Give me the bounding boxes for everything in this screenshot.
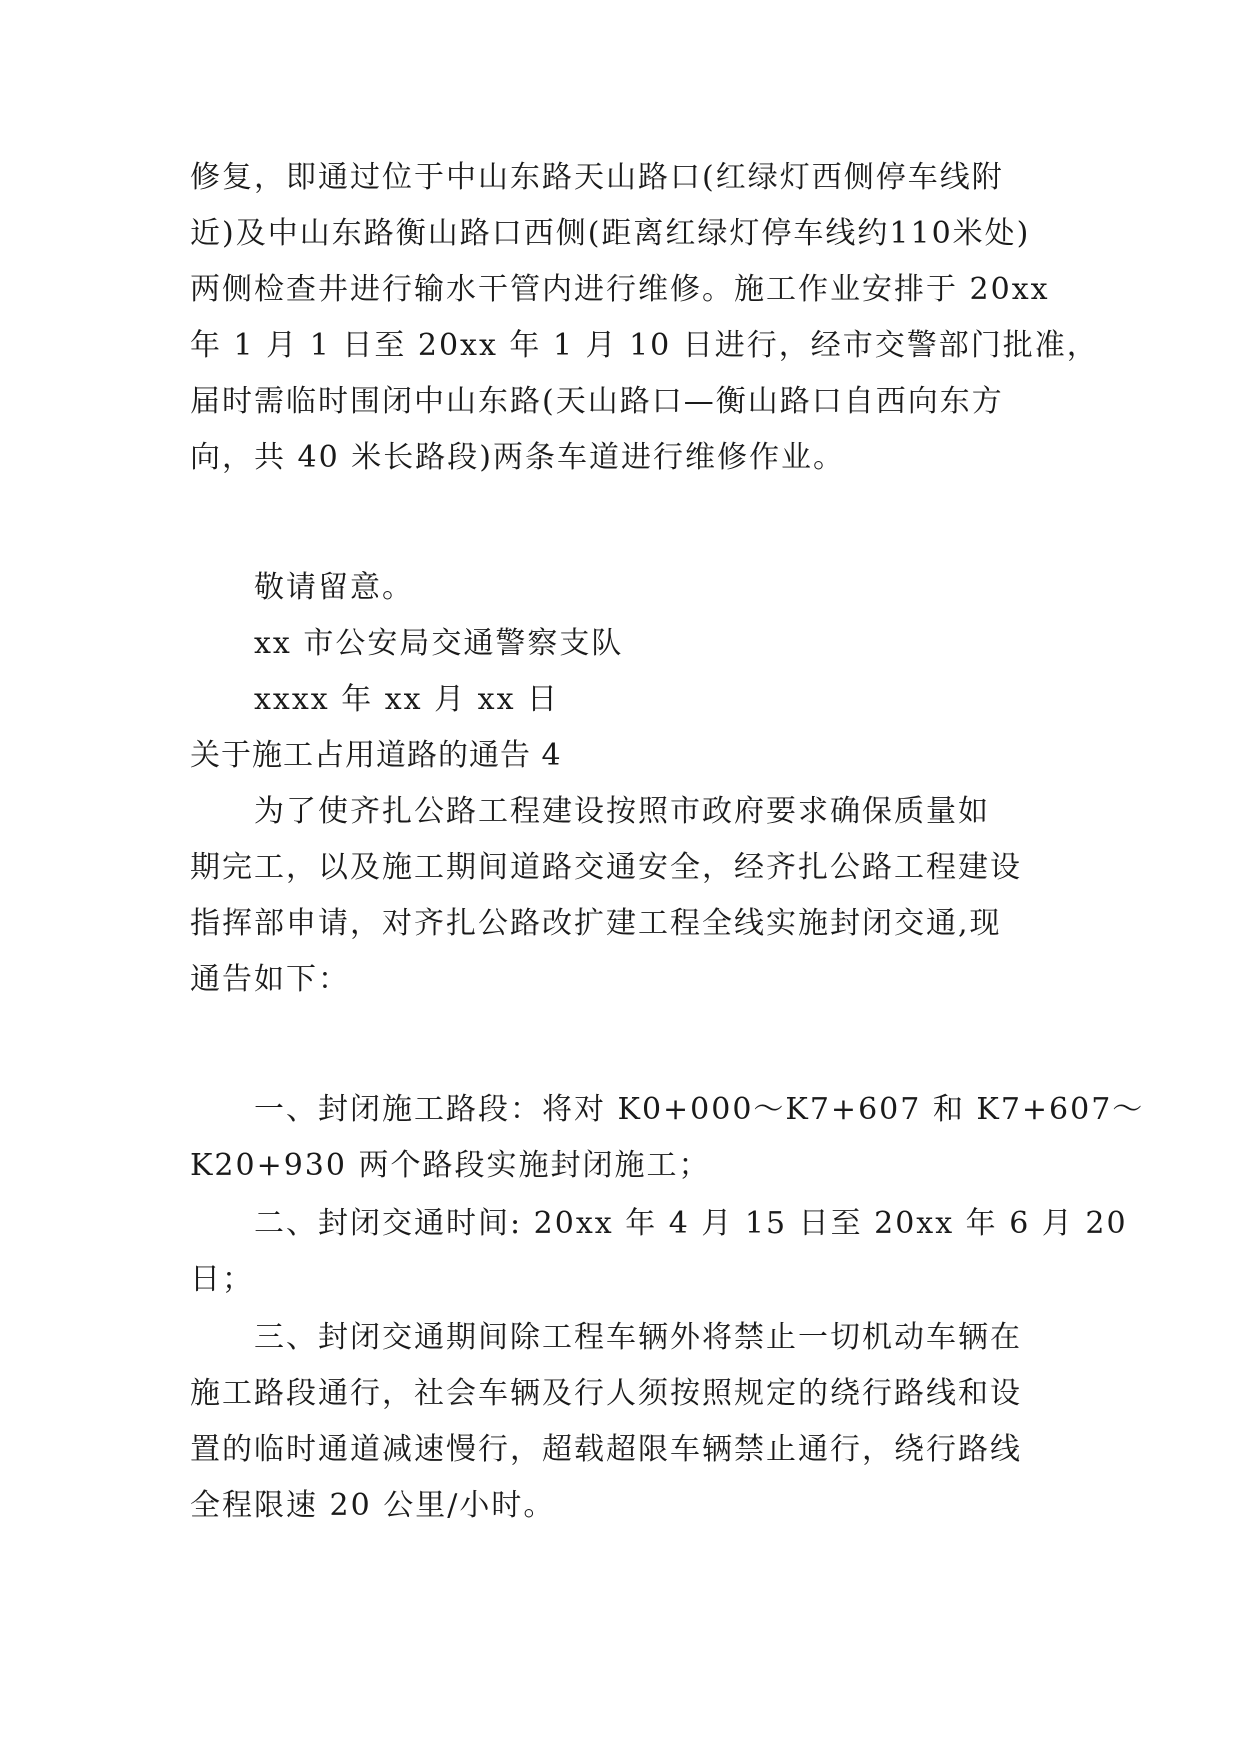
item-line: 三、封闭交通期间除工程车辆外将禁止一切机动车辆在 [254,1320,1022,1355]
item-line: 一、封闭施工路段：将对 K0+000～K7+607 和 K7+607～ [254,1092,1145,1127]
paragraph-line: 近)及中山东路衡山路口西侧(距离红绿灯停车线约110米处) [190,216,1031,251]
notice-title-text: 关于施工占用道路的通告 4 [190,738,562,773]
item-line: 二、封闭交通时间: 20xx 年 4 月 15 日至 20xx 年 6 月 20 [254,1206,1128,1241]
paragraph-line: 两侧检查井进行输水干管内进行维修。施工作业安排于 20xx [190,272,1050,307]
closing-block [190,560,1070,728]
continued-paragraph [190,150,1099,486]
intro-line: 指挥部申请，对齐扎公路改扩建工程全线实施封闭交通,现 [190,906,1002,941]
paragraph-line: 届时需临时围闭中山东路(天山路口—衡山路口自西向东方 [190,384,1004,419]
paragraph-line: 修复，即通过位于中山东路天山路口(红绿灯西侧停车线附 [190,160,1004,195]
intro-line: 期完工，以及施工期间道路交通安全，经齐扎公路工程建设 [190,850,1022,885]
notice-item-2 [190,1196,1128,1308]
item-line: 施工路段通行，社会车辆及行人须按照规定的绕行路线和设 [190,1376,1022,1411]
issuer-name: xx 市公安局交通警察支队 [254,626,624,661]
notice-title [190,728,1070,784]
closing-note: 敬请留意。 [254,570,414,605]
notice-item-3 [190,1310,1070,1534]
item-line: 全程限速 20 公里/小时。 [190,1488,556,1523]
notice-item-1 [190,1082,1145,1194]
paragraph-line: 向，共 40 米长路段)两条车道进行维修作业。 [190,440,845,475]
notice-intro [190,784,1070,1008]
item-line: 日； [190,1262,254,1297]
intro-line: 为了使齐扎公路工程建设按照市政府要求确保质量如 [254,794,990,829]
paragraph-line: 年 1 月 1 日至 20xx 年 1 月 10 日进行，经市交警部门批准， [190,328,1099,363]
item-line: K20+930 两个路段实施封闭施工； [190,1148,711,1183]
intro-line: 通告如下： [190,962,350,997]
item-line: 置的临时通道减速慢行，超载超限车辆禁止通行，绕行路线 [190,1432,1022,1467]
issue-date: xxxx 年 xx 月 xx 日 [254,682,560,717]
